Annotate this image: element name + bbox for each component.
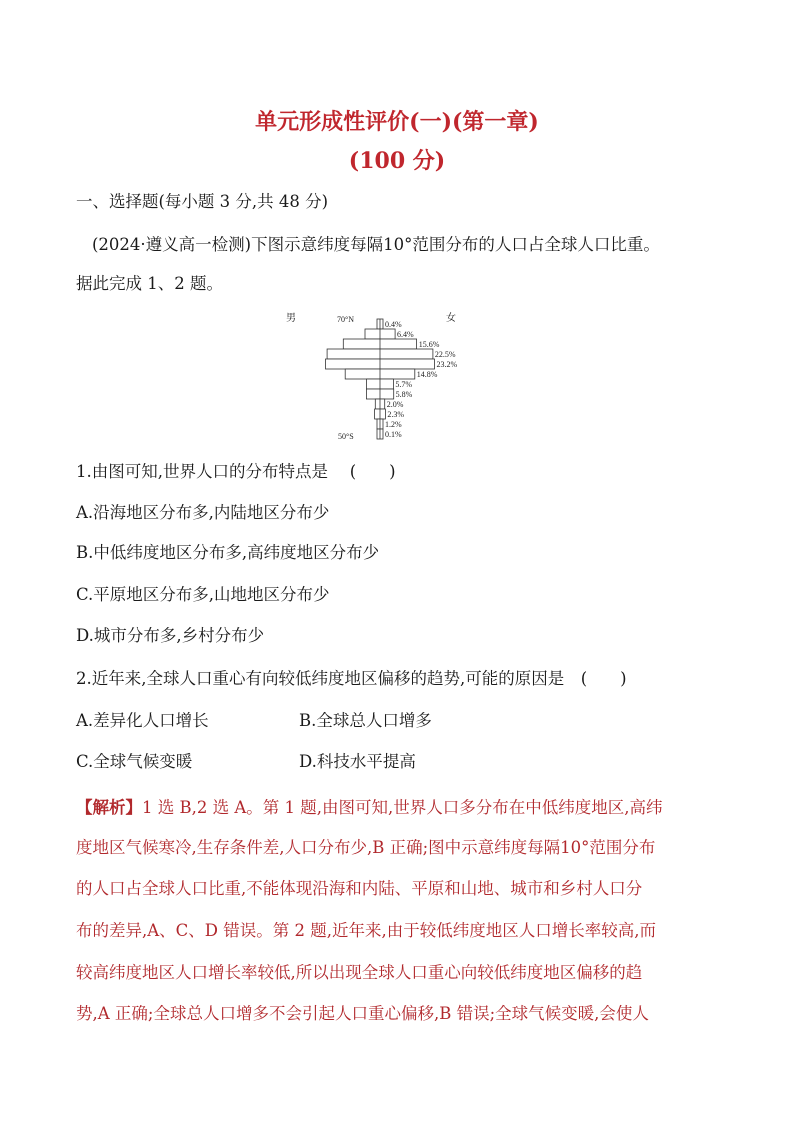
chart-data-label: 14.8%	[416, 370, 438, 379]
analysis-line-6: 势,A 正确;全球总人口增多不会引起人口重心偏移,B 错误;全球气候变暖,会使人	[76, 1004, 649, 1023]
analysis-line-4: 布的差异,A、C、D 错误。第 2 题,近年来,由于较低纬度地区人口增长率较高,而	[76, 921, 656, 940]
chart-data-label: 22.5%	[434, 350, 456, 359]
question-1-stem: 1.由图可知,世界人口的分布特点是 ( )	[76, 462, 396, 481]
page-subtitle: (100 分)	[348, 148, 446, 174]
chart-data-label: 2.0%	[386, 400, 404, 409]
analysis-tag: 【解析】	[76, 798, 142, 817]
chart-data-label: 6.4%	[397, 330, 414, 339]
question-1-option-b[interactable]: B.中低纬度地区分布多,高纬度地区分布少	[76, 543, 380, 562]
question-1-option-a[interactable]: A.沿海地区分布多,内陆地区分布少	[76, 503, 330, 522]
chart-bottom-latitude-label: 50°S	[338, 432, 354, 441]
page-title: 单元形成性评价(一)(第一章)	[255, 109, 539, 135]
intro-line-1: (2024·遵义高一检测)下图示意纬度每隔10°范围分布的人口占全球人口比重。	[92, 235, 660, 254]
chart-data-label: 2.3%	[387, 410, 405, 419]
question-1-option-c[interactable]: C.平原地区分布多,山地地区分布少	[76, 585, 330, 604]
question-2-option-d[interactable]: D.科技水平提高	[299, 752, 416, 771]
question-2-option-a[interactable]: A.差异化人口增长	[76, 711, 209, 730]
chart-data-label: 23.2%	[436, 360, 458, 369]
analysis-line-3: 的人口占全球人口比重,不能体现沿海和内陆、平原和山地、城市和乡村人口分	[76, 879, 643, 898]
analysis-line-1	[76, 794, 662, 818]
question-1-option-d[interactable]: D.城市分布多,乡村分布少	[76, 626, 265, 645]
chart-data-label: 0.4%	[385, 320, 402, 329]
question-2-option-c[interactable]: C.全球气候变暖	[76, 752, 193, 771]
chart-data-label: 5.7%	[395, 380, 413, 389]
chart-data-label: 1.2%	[385, 420, 402, 429]
chart-data-label: 5.8%	[395, 390, 413, 399]
chart-data-label: 0.1%	[385, 430, 402, 439]
chart-top-latitude-label: 70°N	[337, 315, 354, 324]
chart-left-label: 男	[286, 313, 296, 324]
chart-right-label: 女	[446, 313, 456, 324]
question-2-stem: 2.近年来,全球人口重心有向较低纬度地区偏移的趋势,可能的原因是 ( )	[76, 669, 627, 688]
intro-line-2: 据此完成 1、2 题。	[76, 274, 223, 293]
analysis-line-2: 度地区气候寒冷,生存条件差,人口分布少,B 正确;图中示意纬度每隔10°范围分布	[76, 838, 656, 857]
analysis-text: 1 选 B,2 选 A。第 1 题,由图可知,世界人口多分布在中低纬度地区,高纬	[142, 798, 663, 817]
chart-data-label: 15.6%	[418, 340, 440, 349]
section-heading: 一、选择题(每小题 3 分,共 48 分)	[76, 192, 329, 211]
question-2-option-b[interactable]: B.全球总人口增多	[299, 711, 432, 730]
population-latitude-chart	[260, 306, 550, 446]
analysis-line-5: 较高纬度地区人口增长率较低,所以出现全球人口重心向较低纬度地区偏移的趋	[76, 963, 643, 982]
